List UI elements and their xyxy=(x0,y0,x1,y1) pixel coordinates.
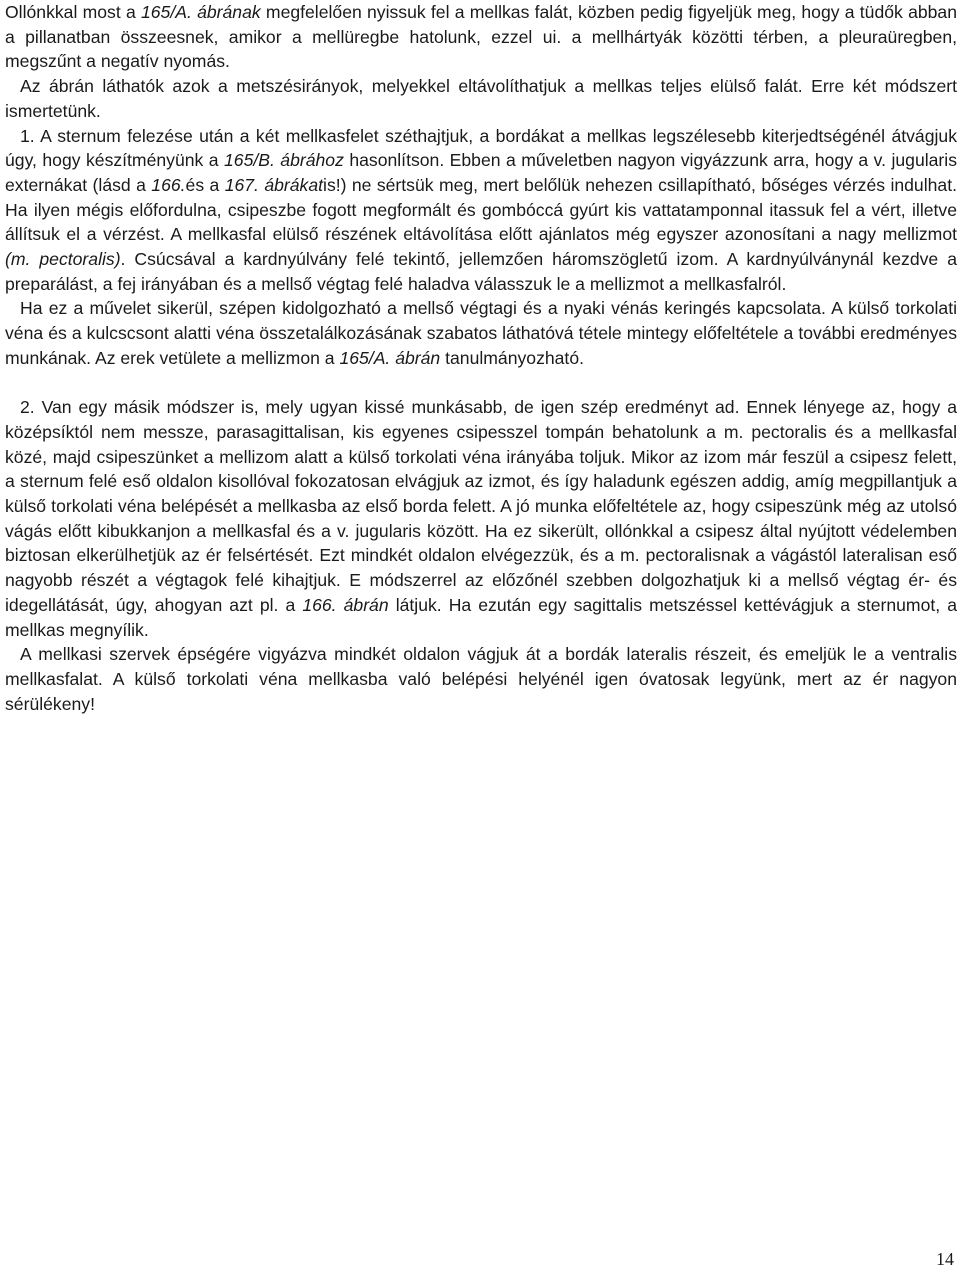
text-run: Ha ez a művelet sikerül, szépen kidolgozható a mellső végtagi és a nyaki vénás keringés kapcsolata. A külső torkolati véna és a kulcscsont alatti véna összetalálkozásának szabatos láthatóvá tétele mintegy előfeltétele a további eredményes munkának. Az erek vetülete a mellizmon a xyxy=(5,298,957,368)
text-run: látjuk. Ha ezután egy sagittalis metszéssel kettévágjuk a sternumot, a mellkas megnyílik. xyxy=(5,594,957,640)
italic-text: 166. ábrán xyxy=(302,594,389,615)
paragraph-method-2 xyxy=(5,395,957,642)
text-run: megfelelően nyissuk fel a mellkas falát, közben pedig figyeljük meg, hogy a tüdők abban a pillanatban összeesnek, amikor a mellüregbe hatolunk, ezzel ui. a mellhártyák közötti térben, a pleuraüregben, megszűnt a negatív nyomás. xyxy=(5,2,957,72)
text-run: Az ábrán láthatók azok a metszésirányok, melyekkel eltávolíthatjuk a mellkas teljes elülső falát. Erre két módszert ismertetünk. xyxy=(5,76,957,121)
document-body xyxy=(5,0,957,716)
italic-text: 165/A. ábrán xyxy=(339,347,441,368)
italic-text: 165/B. ábrához xyxy=(224,150,344,171)
text-run: . Csúcsával a kardnyúlvány felé tekintő, jellemzően háromszögletű izom. A kardnyúlványnál kezdve a preparálást, a fej irányában és a mellső végtag felé haladva válasszuk le a mellizmot a mellkasfalról. xyxy=(5,249,957,294)
italic-text: (m. pectoralis) xyxy=(5,249,121,270)
paragraph-1 xyxy=(5,0,957,74)
paragraph-4 xyxy=(5,296,957,370)
italic-text: 165/A. ábrának xyxy=(140,2,261,22)
text-run: Ollónkkal most a xyxy=(5,2,141,22)
page-number: 14 xyxy=(936,1249,954,1269)
text-run: 2. Van egy másik módszer is, mely ugyan kissé munkásabb, de igen szép eredményt ad. Ennek lényege az, hogy a középsíktól nem messze, parasagittalisan, kis egyenes csipesszel tompán behatolunk a m. pectoralis és a mellkasfal közé, majd csipeszünket a mellizom alatt a külső torkolati véna irányába toljuk. Mikor az izom már feszül a csipesz felett, a sternum felé eső oldalon kisollóval fokozatosan elvágjuk az izmot, és így haladunk egészen addig, amíg megpillantjuk a külső torkolati véna belépését a mellkasba az első borda felett. A jó munka előfeltétele az, hogy csipeszünk még az utolsó vágás előtt kibukkanjon a mellkasfal és a v. jugularis között. Ha ez sikerült, ollónkkal a csipesz által nyújtott védelemben biztosan elkerülhetjük az ér felsértését. Ezt mindkét oldalon elvégezzük, és a m. pectoralisnak a vágástól lateralisan eső nagyobb részét a végtagok felé kihajtjuk. E módszerrel az előzőnél szebben dolgozhatjuk ki a mellső végtag ér- és idegellátását, úgy, ahogyan azt pl. a xyxy=(5,397,957,615)
text-run: hasonlítson. Ebben a műveletben nagyon vigyázzunk arra, hogy a v. jugularis externákat (lásd a xyxy=(5,150,957,195)
italic-text: 166. xyxy=(151,174,186,195)
text-run: is!) ne sértsük meg, mert belőlük nehezen csillapítható, bőséges vérzés indulhat. Ha ilyen mégis előfordulna, csipeszbe fogott megformált és gombóccá gyúrt kis vattatamponnal itassuk fel a vért, illetve állítsuk el a vérzést. A mellkasfal elülső részének eltávolítása előtt ajánlatos még egyszer azonosítani a nagy mellizmot xyxy=(5,174,957,245)
paragraph-2 xyxy=(5,74,957,123)
text-run: és a xyxy=(185,174,225,195)
italic-text: 167. ábrákat xyxy=(224,174,324,195)
text-run: tanulmányozható. xyxy=(440,347,584,368)
text-run: A mellkasi szervek épségére vigyázva mindkét oldalon vágjuk át a bordák lateralis részeit, és emeljük le a ventralis mellkasfalat. A külső torkolati véna mellkasba való belépési helyénél igen óvatosak legyünk, mert az ér nagyon sérülékeny! xyxy=(5,644,957,714)
paragraph-method-1 xyxy=(5,124,957,297)
text-run: 1. A sternum felezése után a két mellkasfelet széthajtjuk, a bordákat a mellkas legszélesebb kiterjedtségénél átvágjuk úgy, hogy készítményünk a xyxy=(5,125,957,171)
paragraph-6 xyxy=(5,642,957,716)
